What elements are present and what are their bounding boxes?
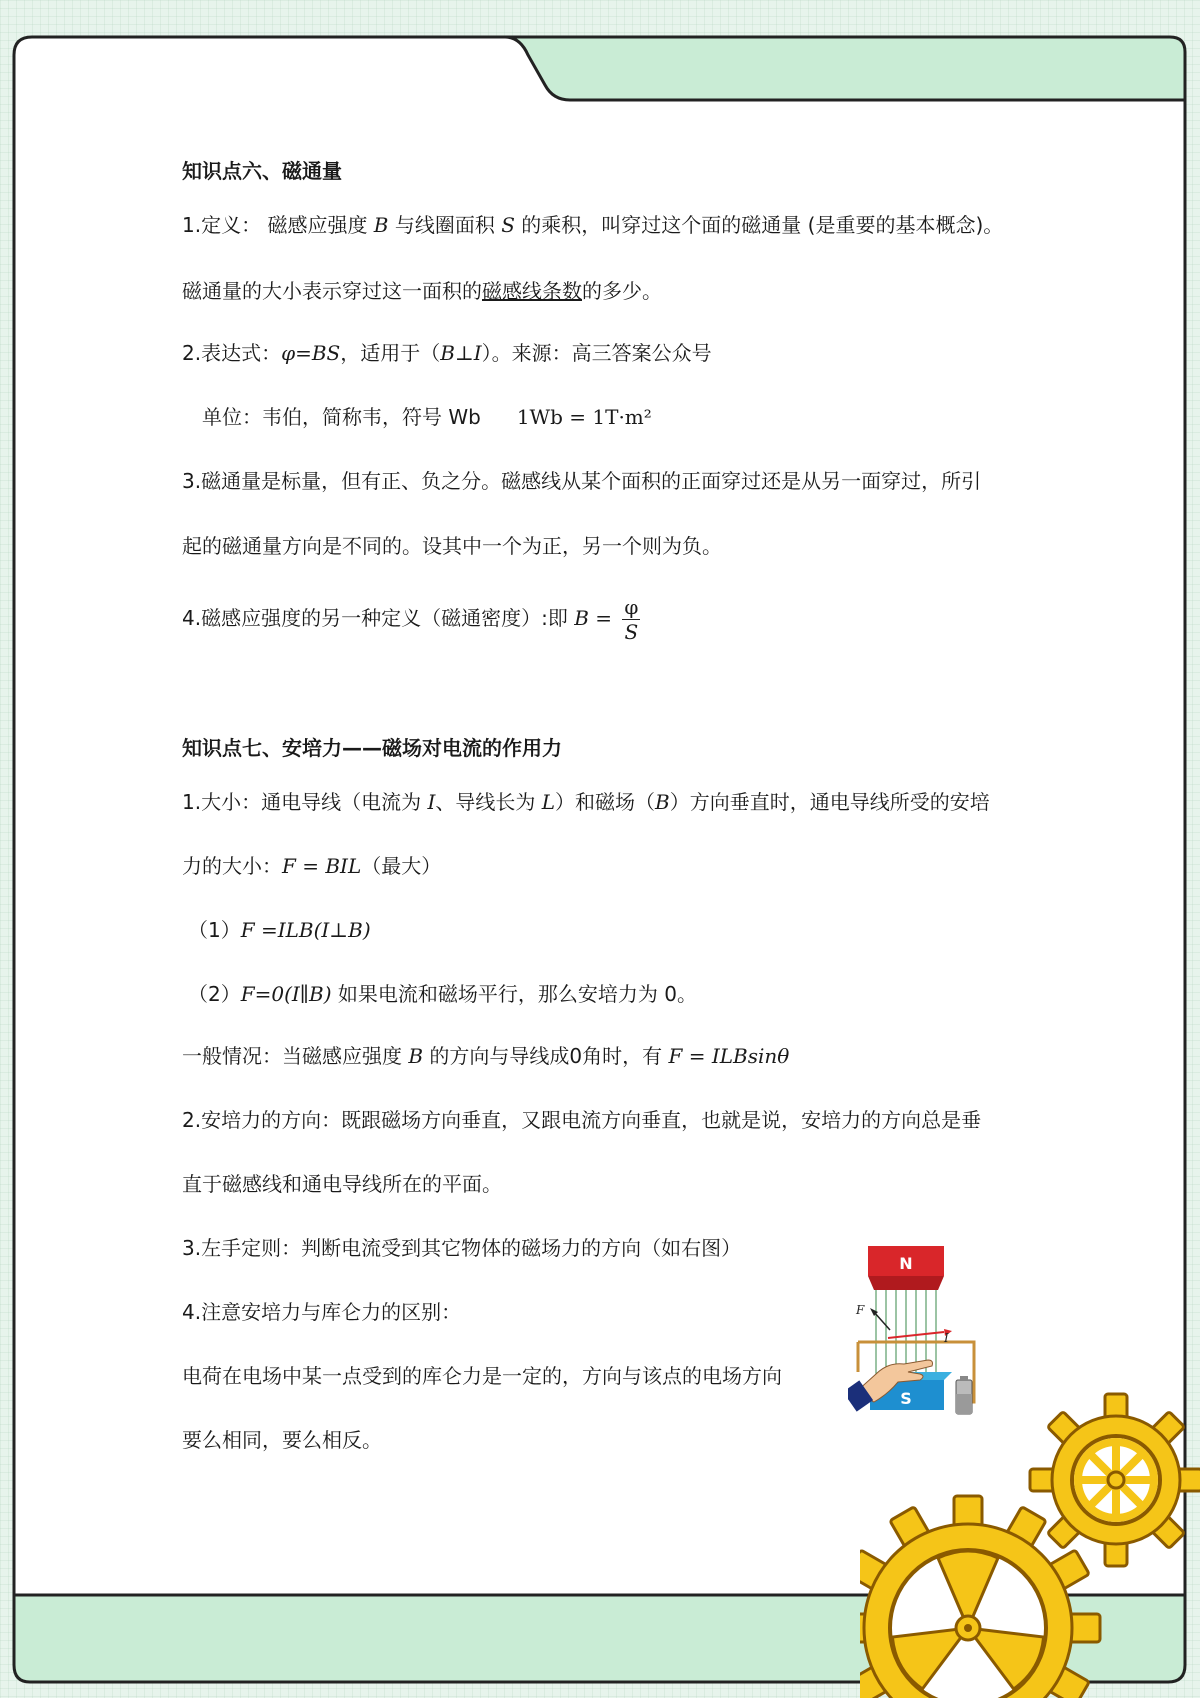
ampere-case-perpendicular: （1）F =ILB(I⊥B): [188, 918, 371, 942]
flux-scalar-1: 3.磁通量是标量，但有正、负之分。磁感线从某个面积的正面穿过还是从另一面穿过，所引: [182, 469, 982, 493]
flux-expression: 2.表达式：φ=BS，适用于（B⊥I）。来源：高三答案公众号: [182, 341, 712, 365]
ampere-magnitude-1: 1.大小：通电导线（电流为 I、导线长为 L）和磁场（B）方向垂直时，通电导线所受的安培: [182, 790, 990, 814]
flux-unit: 单位：韦伯，简称韦，符号 Wb 1Wb = 1T·m²: [202, 405, 652, 429]
decorative-gears: [860, 1380, 1200, 1698]
force-label: F: [856, 1303, 865, 1317]
ampere-magnitude-2: 力的大小：F = BIL（最大）: [182, 854, 442, 878]
ampere-direction-2: 直于磁感线和通电导线所在的平面。: [182, 1172, 502, 1196]
small-gear-icon: [1030, 1394, 1200, 1566]
coulomb-difference-title: 4.注意安培力与库仑力的区别：: [182, 1300, 462, 1324]
section-title-magnetic-flux: 知识点六、磁通量: [182, 159, 342, 183]
flux-density-fraction: $\frac{\varphi}{S}$: [624, 595, 639, 644]
section-title-ampere-force: 知识点七、安培力——磁场对电流的作用力: [182, 736, 562, 760]
ampere-case-parallel: （2）F=0(I∥B) 如果电流和磁场平行，那么安培力为 0。: [188, 982, 697, 1006]
left-hand-rule: 3.左手定则：判断电流受到其它物体的磁场力的方向（如右图）: [182, 1236, 742, 1260]
south-label: S: [900, 1389, 912, 1408]
coulomb-difference-2: 要么相同，要么相反。: [182, 1428, 382, 1452]
current-label: I: [944, 1331, 949, 1345]
ampere-general-case: 一般情况：当磁感应强度 B 的方向与导线成0角时，有 F = ILBsinθ: [182, 1044, 790, 1068]
flux-density-definition: 4.磁感应强度的另一种定义（磁通密度）:即 B = $\frac{\varphi}{S}$: [182, 595, 639, 644]
coulomb-difference-1: 电荷在电场中某一点受到的库仑力是一定的，方向与该点的电场方向: [182, 1364, 782, 1388]
flux-scalar-2: 起的磁通量方向是不同的。设其中一个为正，另一个则为负。: [182, 534, 722, 558]
north-label: N: [899, 1254, 913, 1273]
flux-meaning: 磁通量的大小表示穿过这一面积的磁感线条数的多少。: [182, 279, 662, 303]
flux-definition: 1.定义： 磁感应强度 B 与线圈面积 S 的乘积，叫穿过这个面的磁通量 (是重要的基本概念)。: [182, 213, 1004, 237]
ampere-direction-1: 2.安培力的方向：既跟磁场方向垂直，又跟电流方向垂直，也就是说，安培力的方向总是垂: [182, 1108, 982, 1132]
